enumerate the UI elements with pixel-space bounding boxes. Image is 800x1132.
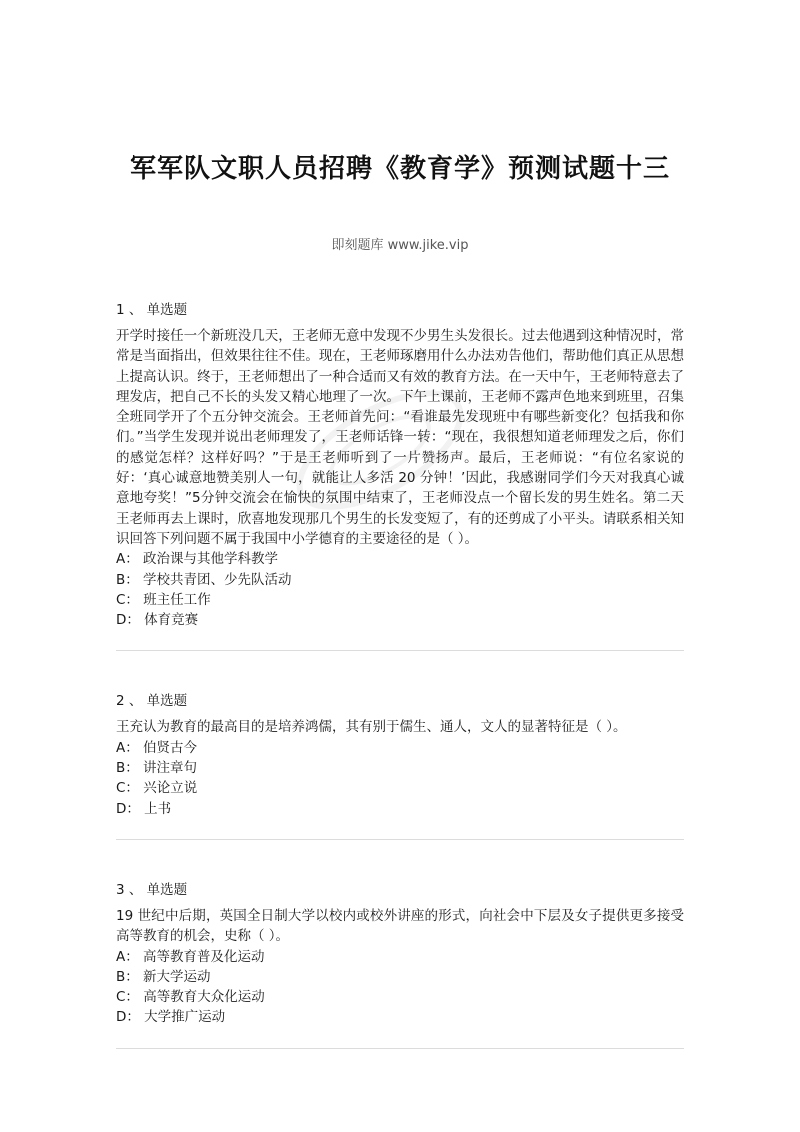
question-2	[116, 691, 684, 818]
question-divider	[116, 1048, 684, 1049]
option-b[interactable]: B： 新大学运动	[116, 968, 211, 985]
option-list	[116, 738, 684, 819]
option-c[interactable]: C： 兴论立说	[116, 780, 198, 797]
option-d[interactable]: D： 体育竞赛	[116, 612, 199, 629]
question-3	[116, 880, 684, 1028]
page-title: 军军队文职人员招聘《教育学》预测试题十三	[129, 154, 670, 184]
question-1	[116, 300, 684, 630]
question-header: 2 、 单选题	[116, 693, 188, 710]
option-c[interactable]: C： 高等教育大众化运动	[116, 989, 265, 1006]
option-d[interactable]: D： 上书	[116, 800, 172, 817]
option-d[interactable]: D： 大学推广运动	[116, 1009, 226, 1026]
page-subtitle: 即刻题库 www.jike.vip	[331, 238, 469, 253]
option-list	[116, 549, 684, 630]
question-text: 王充认为教育的最高目的是培养鸿儒，其有别于儒生、通人，文人的显著特征是（ ）。	[116, 719, 627, 736]
option-b[interactable]: B： 学校共青团、少先队活动	[116, 571, 292, 588]
question-divider	[116, 650, 684, 651]
question-header: 3 、 单选题	[116, 881, 188, 898]
question-list	[116, 300, 684, 1089]
option-a[interactable]: A： 政治课与其他学科教学	[116, 551, 279, 568]
question-text: 开学时接任一个新班没几天，王老师无意中发现不少男生头发很长。过去他遇到这种情况时，常常是当面指出，但效果往往不佳。现在，王老师琢磨用什么办法劝告他们，帮助他们真正从思想上提高认识。终于，王老师想出了一种合适而又有效的教育方法。在一天中午，王老师特意去了理发店，把自己不长的头发又精心地理了一次。下午上课前，王老师不露声色地来到班里，召集全班同学开了个五分钟交流会。王老师首先问：“看谁最先发现班中有哪些新变化？包括我和你们。”当学生发现并说出老师理发了，王老师话锋一转：“现在，我很想知道老师理发之后，你们的感觉怎样？这样好吗？”于是王老师听到了一片赞扬声。最后，王老师说：“有位名家说的好：‘真心诚意地赞美别人一句，就能让人多活 20 分钟！’因此，我感谢同学们今天对我真心诚意地夸奖！”5分钟交流会在愉快的氛围中结束了，王老师没点一个留长发的男生姓名。第二天王老师再去上课时，欣喜地发现那几个男生的长发变短了，有的还剪成了小平头。请联系相关知识回答下列问题不属于我国中小学德育的主要途径的是（ ）。	[116, 328, 684, 547]
question-text: 19 世纪中后期，英国全日制大学以校内或校外讲座的形式，向社会中下层及女子提供更多接受高等教育的机会，史称（ ）。	[116, 907, 684, 945]
option-list	[116, 947, 684, 1028]
option-b[interactable]: B： 讲注章句	[116, 760, 198, 777]
option-a[interactable]: A： 高等教育普及化运动	[116, 948, 265, 965]
question-header: 1 、 单选题	[116, 302, 188, 318]
option-a[interactable]: A： 伯贤古今	[116, 739, 198, 756]
option-c[interactable]: C： 班主任工作	[116, 591, 211, 608]
question-divider	[116, 839, 684, 840]
